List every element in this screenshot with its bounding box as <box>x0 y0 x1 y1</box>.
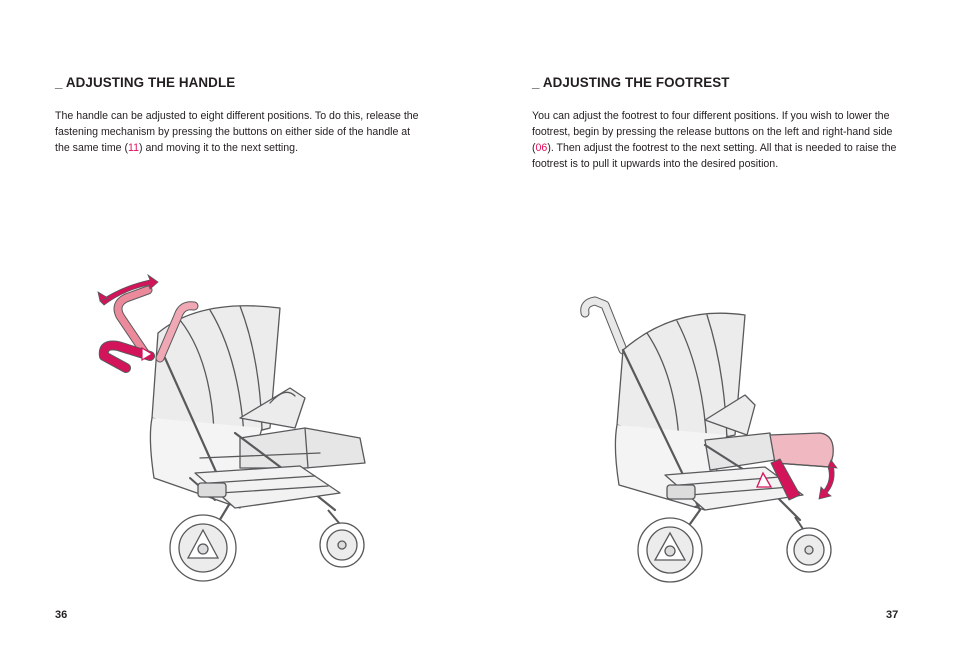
stroller-footrest-adjustment-illustration <box>575 295 845 590</box>
rear-wheel <box>638 518 702 582</box>
page-number-right: 37 <box>886 609 899 621</box>
handle-body-text-start: The handle can be adjusted to eight different positions. To do this, release the fastening mechanism by pressing the buttons on either side of the handle at the same time ( <box>55 110 419 154</box>
footrest-body-text-end: ). Then adjust the footrest to the next setting. All that is needed to raise the footrest is to pull it upwards into the desired position. <box>532 142 897 170</box>
footrest-figure-reference: 06 <box>535 142 548 154</box>
stroller-body <box>585 301 803 545</box>
front-wheel <box>320 510 364 567</box>
page-number-left: 36 <box>55 609 68 621</box>
handle-figure-reference: 11 <box>128 142 140 154</box>
stroller-handle-adjustment-illustration <box>90 268 380 590</box>
page-adjusting-footrest <box>477 0 954 661</box>
footrest-section-body <box>532 108 900 172</box>
footrest-body-text-start: You can adjust the footrest to four different positions. If you wish to lower the footrest, begin by pressing the release buttons on the left and right-hand side ( <box>532 110 893 154</box>
rear-wheel <box>170 515 236 581</box>
handle-section-heading: _ ADJUSTING THE HANDLE <box>55 75 236 90</box>
handle-section-body <box>55 108 420 156</box>
stroller-body <box>150 306 365 536</box>
front-wheel <box>787 517 831 572</box>
handle-body-text-end: ) and moving it to the next setting. <box>139 142 299 154</box>
footrest-section-heading: _ ADJUSTING THE FOOTREST <box>532 75 730 90</box>
